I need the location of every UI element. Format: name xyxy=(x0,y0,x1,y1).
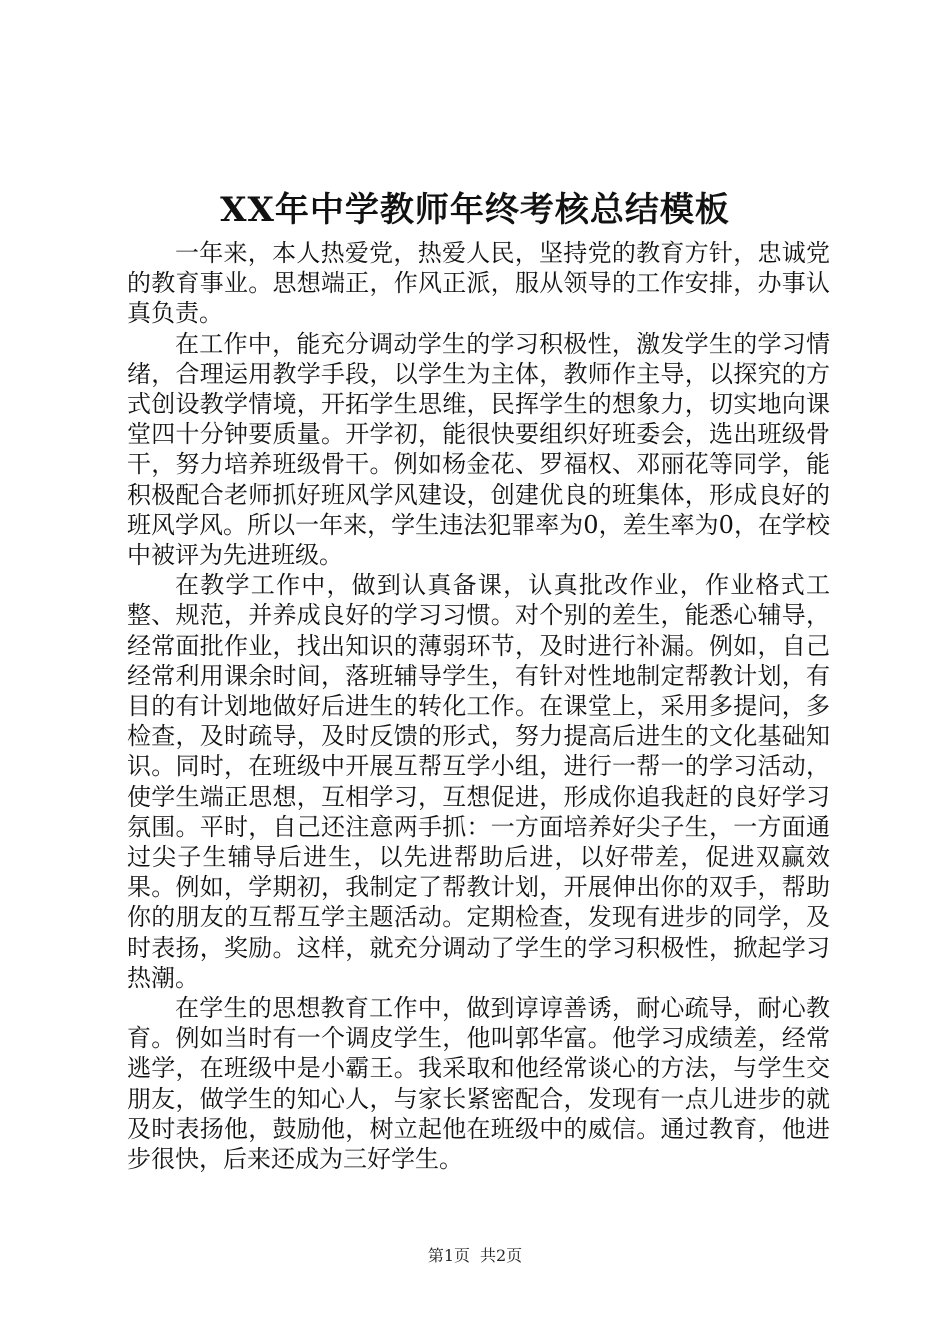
paragraph-3: 在教学工作中，做到认真备课，认真批改作业，作业格式工整、规范，并养成良好的学习习惯。对个别的差生，能悉心辅导，经常面批作业，找出知识的薄弱环节，及时进行补漏。例如，自己经常利用课余时间，落班辅导学生，有针对性地制定帮教计划，有目的有计划地做好后进生的转化工作。在课堂上，采用多提问，多检查，及时疏导，及时反馈的形式，努力提高后进生的文化基础知识。同时，在班级中开展互帮互学小组，进行一帮一的学习活动，使学生端正思想，互相学习，互想促进，形成你追我赶的良好学习氛围。平时，自己还注意两手抓：一方面培养好尖子生，一方面通过尖子生辅导后进生，以先进帮助后进，以好带差，促进双赢效果。例如，学期初，我制定了帮教计划，开展伸出你的双手，帮助你的朋友的互帮互学主题活动。定期检查，发现有进步的同学，及时表扬，奖励。这样，就充分调动了学生的学习积极性，掀起学习热潮。 xyxy=(127,571,830,992)
page-footer xyxy=(0,1244,950,1268)
document-body xyxy=(127,238,830,1174)
page-total: 共2页 xyxy=(480,1246,523,1265)
document-title: XX年中学教师年终考核总结模板 xyxy=(220,190,730,230)
paragraph-4: 在学生的思想教育工作中，做到谆谆善诱，耐心疏导，耐心教育。例如当时有一个调皮学生，他叫郭华富。他学习成绩差，经常逃学，在班级中是小霸王。我采取和他经常谈心的方法，与学生交朋友，做学生的知心人，与家长紧密配合，发现有一点儿进步的就及时表扬他，鼓励他，树立起他在班级中的威信。通过教育，他进步很快，后来还成为三好学生。 xyxy=(127,994,830,1174)
page-number: 第1页 xyxy=(427,1246,470,1265)
paragraph-1: 一年来，本人热爱党，热爱人民，坚持党的教育方针，忠诚党的教育事业。思想端正，作风正派，服从领导的工作安排，办事认真负责。 xyxy=(127,239,830,328)
paragraph-2: 在工作中，能充分调动学生的学习积极性，激发学生的学习情绪，合理运用教学手段，以学生为主体，教师作主导，以探究的方式创设教学情境，开拓学生思维，民挥学生的想象力，切实地向课堂四十分钟要质量。开学初，能很快要组织好班委会，选出班级骨干，努力培养班级骨干。例如杨金花、罗福权、邓丽花等同学，能积极配合老师抓好班风学风建设，创建优良的班集体，形成良好的班风学风。所以一年来，学生违法犯罪率为0，差生率为0，在学校中被评为先进班级。 xyxy=(127,329,830,570)
